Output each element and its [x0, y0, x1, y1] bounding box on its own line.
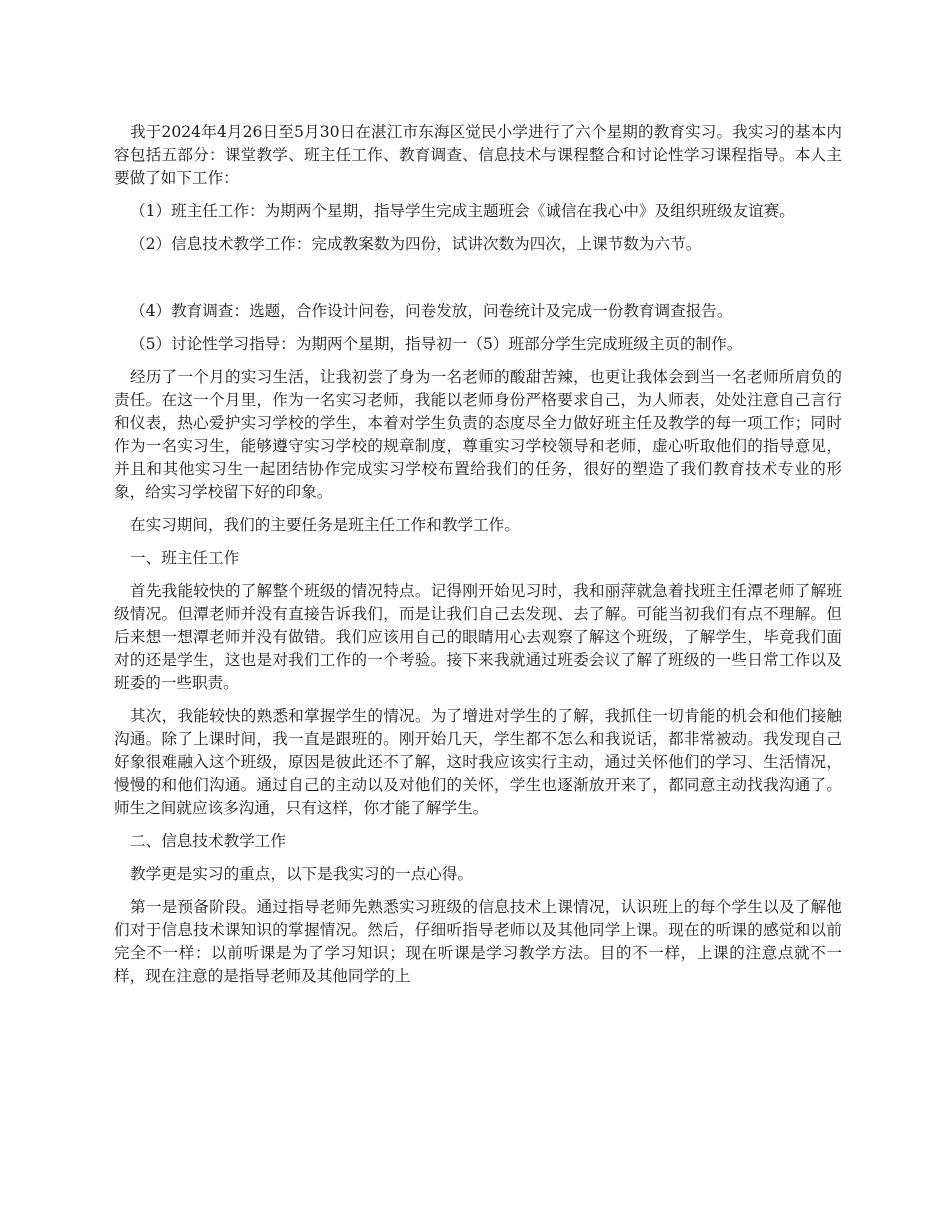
blank-gap — [114, 266, 842, 300]
teaching-preparation-paragraph: 第一是预备阶段。通过指导老师先熟悉实习班级的信息技术上课情况，认识班上的每个学生以及了解他们对于信息技术课知识的掌握情况。然后，仔细听指导老师以及其他同学上课。现在的听课的感觉和以前完全不一样：以前听课是为了学习知识；现在听课是学习教学方法。目的不一样，上课的注意点就不一样，现在注意的是指导老师及其他同学的上 — [114, 898, 842, 985]
class-teacher-paragraph-1: 首先我能较快的了解整个班级的情况特点。记得刚开始见习时，我和丽萍就急着找班主任潭老师了解班级情况。但潭老师并没有直接告诉我们，而是让我们自己去发现、去了解。可能当初我们有点不理解。但后来想一想潭老师并没有做错。我们应该用自己的眼睛用心去观察了解这个班级，了解学生，毕竟我们面对的还是学生，这也是对我们工作的一个考验。接下来我就通过班委会议了解了班级的一些日常工作以及班委的一些职责。 — [114, 582, 842, 692]
teaching-intro-paragraph: 教学更是实习的重点，以下是我实习的一点心得。 — [130, 865, 474, 883]
main-tasks-paragraph: 在实习期间，我们的主要任务是班主任工作和教学工作。 — [130, 516, 520, 534]
work-item-education-survey: （4）教育调查：选题，合作设计问卷，问卷发放，问卷统计及完成一份教育调查报告。 — [130, 302, 733, 320]
work-item-research-learning: （5）讨论性学习指导：为期两个星期，指导初一（5）班部分学生完成班级主页的制作。 — [130, 335, 743, 353]
section-heading-class-teacher: 一、班主任工作 — [130, 549, 240, 567]
class-teacher-paragraph-2: 其次，我能较快的熟悉和掌握学生的情况。为了增进对学生的了解，我抓住一切肯能的机会和他们接触沟通。除了上课时间，我一直是跟班的。刚开始几天，学生都不怎么和我说话，都非常被动。我发现自己好象很难融入这个班级，原因是彼此还不了解，这时我应该实行主动，通过关怀他们的学习、生活情况，慢慢的和他们沟通。通过自己的主动以及对他们的关怀，学生也逐渐放开来了，都同意主动找我沟通了。师生之间就应该多沟通，只有这样，你才能了解学生。 — [114, 707, 842, 817]
work-item-class-teacher: （1）班主任工作：为期两个星期，指导学生完成主题班会《诚信在我心中》及组织班级友谊赛。 — [130, 202, 795, 220]
document-body — [114, 121, 842, 998]
work-item-it-teaching: （2）信息技术教学工作：完成教案数为四份，试讲次数为四次，上课节数为六节。 — [130, 235, 702, 253]
reflection-paragraph: 经历了一个月的实习生活，让我初尝了身为一名老师的酸甜苦辣，也更让我体会到当一名老师所肩负的责任。在这一个月里，作为一名实习老师，我能以老师身份严格要求自己，为人师表，处处注意自己言行和仪表，热心爱护实习学校的学生，本着对学生负责的态度尽全力做好班主任及教学的每一项工作；同时作为一名实习生，能够遵守实习学校的规章制度，尊重实习学校领导和老师，虚心听取他们的指导意见，并且和其他实习生一起团结协作完成实习学校布置给我们的任务，很好的塑造了我们教育技术专业的形象，给实习学校留下好的印象。 — [114, 368, 842, 501]
section-heading-it-teaching: 二、信息技术教学工作 — [130, 832, 286, 850]
intro-paragraph: 我于2024年4月26日至5月30日在湛江市东海区觉民小学进行了六个星期的教育实习。我实习的基本内容包括五部分：课堂教学、班主任工作、教育调查、信息技术与课程整合和讨论性学习课程指导。本人主要做了如下工作： — [114, 123, 842, 187]
